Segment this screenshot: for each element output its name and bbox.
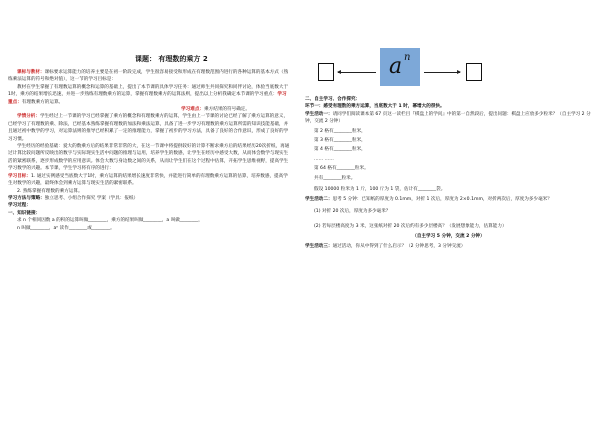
curriculum-paragraph: 课标与教材：课标要求运算能力的培养主要是在初一阶段完成，学生很容易接受和形成在有理数范围内进行的各种运算的基本方式（熟练乘法运算的符号和绝对值），这一节的学习目标是： xyxy=(8,70,289,83)
activity-1: 学生活动一：请同学们阅读课本第 67 页这一读栏目『棋盘上的学问』中的第一自然段后，提出问题：棋盘上应放多少粒米？（自主学习 2 分钟，交流 2 分钟） xyxy=(305,111,591,125)
student-analysis: 学情分析：学生经过上一节课的学习已经掌握了乘方的概念和有理数乘方的运算，学生由上一节课的讨论已经了解了乘方运算的意义，已经学习了有理数的乘、除法，已经基本熟练掌握有理数的加法和乘法运算，具备了进一步学习有理数的乘方运算所需的知识技能基础，并且通过初中数学的学习，对运算法则的推导已经积累了一定的推理能力，掌握了初步的学习方法，具备了良好的合作意识，形成了良好的学习习惯。 xyxy=(8,114,289,142)
section-2-heading: 二、自主学习、合作探究： xyxy=(305,97,361,102)
objectives: 学习目标：1. 通过实例感受当底数大于1时，乘方运算的结果增长速度非常快，并能进行简单的有理数乘方运算的估算，培养数感，提高学生对数学的兴趣，最终体会到乘方运算与现实生活的紧密联系。 xyxy=(8,173,288,187)
collab-note: （自主学习 5 分钟，交流 2 分钟） xyxy=(412,233,485,239)
review-label: 一、知识链接： xyxy=(8,210,41,216)
textbook-paragraph: 教材在学生掌握了有理数运算的概念和运算的基础上，提出了本节课的具体学习任务：通过师生共同探究和同伴讨论，体验当底数大于1时，乘方的结果增长迅速，并进一步熟练有理数乘方的运算，掌握有理数乘方的运算法则，提出以上分析我确定本节课的学习重点：学习重点：有理数乘方的运算。 xyxy=(8,84,289,105)
arrow-left xyxy=(338,72,376,73)
question-2: (2) 若每层楼高度为 3 米，这张纸对折 20 次后约有多少层楼高？（发展想象能力，估算能力） xyxy=(314,224,507,230)
bag-estimate: 假设 10000 粒米为 1 斤，100 斤为 1 袋，估计有________袋。 xyxy=(314,187,446,193)
power-base: a xyxy=(389,54,403,79)
review-line-2: n 叫做________，aⁿ 读作________或________。 xyxy=(17,225,115,231)
process-label: 学习过程： xyxy=(8,203,31,209)
activity-2: 学生活动二：思考 5 分钟：已知纸的厚度为 0.1mm，对折 1 次后，厚度为 2×0.1mm，对折两次后，厚度为多少毫米？ xyxy=(305,197,552,203)
page-title: 课题： 有理数的乘方 2 xyxy=(135,55,208,63)
activity-3: 学生活动三：通过活动，你从中得到了什么启示？（2 分钟思考，3 分钟交流） xyxy=(305,244,466,250)
right-box xyxy=(466,63,482,81)
method-line: 学习方法与策略：独立思考、小组合作探究 学案（学具：报纸） xyxy=(8,195,139,201)
power-exponent: n xyxy=(404,52,411,63)
objective-2: 2. 熟练掌握有理数的乘方运算。 xyxy=(17,188,83,194)
grid-total: 共有________粒米。 xyxy=(314,175,356,181)
grid-3: 第 3 格有________粒米， xyxy=(314,138,366,144)
difficulty-line: 学习难点：乘方结果的符号确定。 xyxy=(181,107,250,113)
grid-2: 第 2 格有________粒米， xyxy=(314,128,366,134)
grid-4: 第 4 格有________粒米， xyxy=(314,147,366,153)
left-column xyxy=(8,69,290,232)
link-1: 环节一：感受有理数的乘方运算，当底数大于 1 时，幂增大的很快。 xyxy=(305,104,445,110)
right-column xyxy=(305,96,592,251)
arrow-right xyxy=(424,72,460,73)
review-line-1: 求 n 个相同因数 a 的积的运算叫做________，乘方的结果叫做________，a 叫做________， xyxy=(17,218,203,224)
experience-paragraph: 学生经历的经验基础：爱大的数乘方后的结果非常非常的大，在这一节课中将提供较好的计算不断求乘方后的结果经历20次折纸，再通过计算比较问题所反映出的数字与实际现实生活中问题的推理与运用，培养学生的数感，让学生在经历中感受大数，从而体会数学与现实生活的紧密联系，逐步形成数学的应用意识。体会大数与身边数之间的关系，从而让学生们在这个过程中估算，开拓学生思维视野，提高学生学习数学的兴趣。本节课，学生学习将有序的进行： xyxy=(8,144,290,172)
question-1: (1) 对折 20 次后，厚度为多少毫米？ xyxy=(314,208,391,214)
grid-64: 第 64 格有________粒米。 xyxy=(314,166,369,172)
grid-dots: …… …… xyxy=(314,156,334,162)
left-box xyxy=(318,63,334,81)
